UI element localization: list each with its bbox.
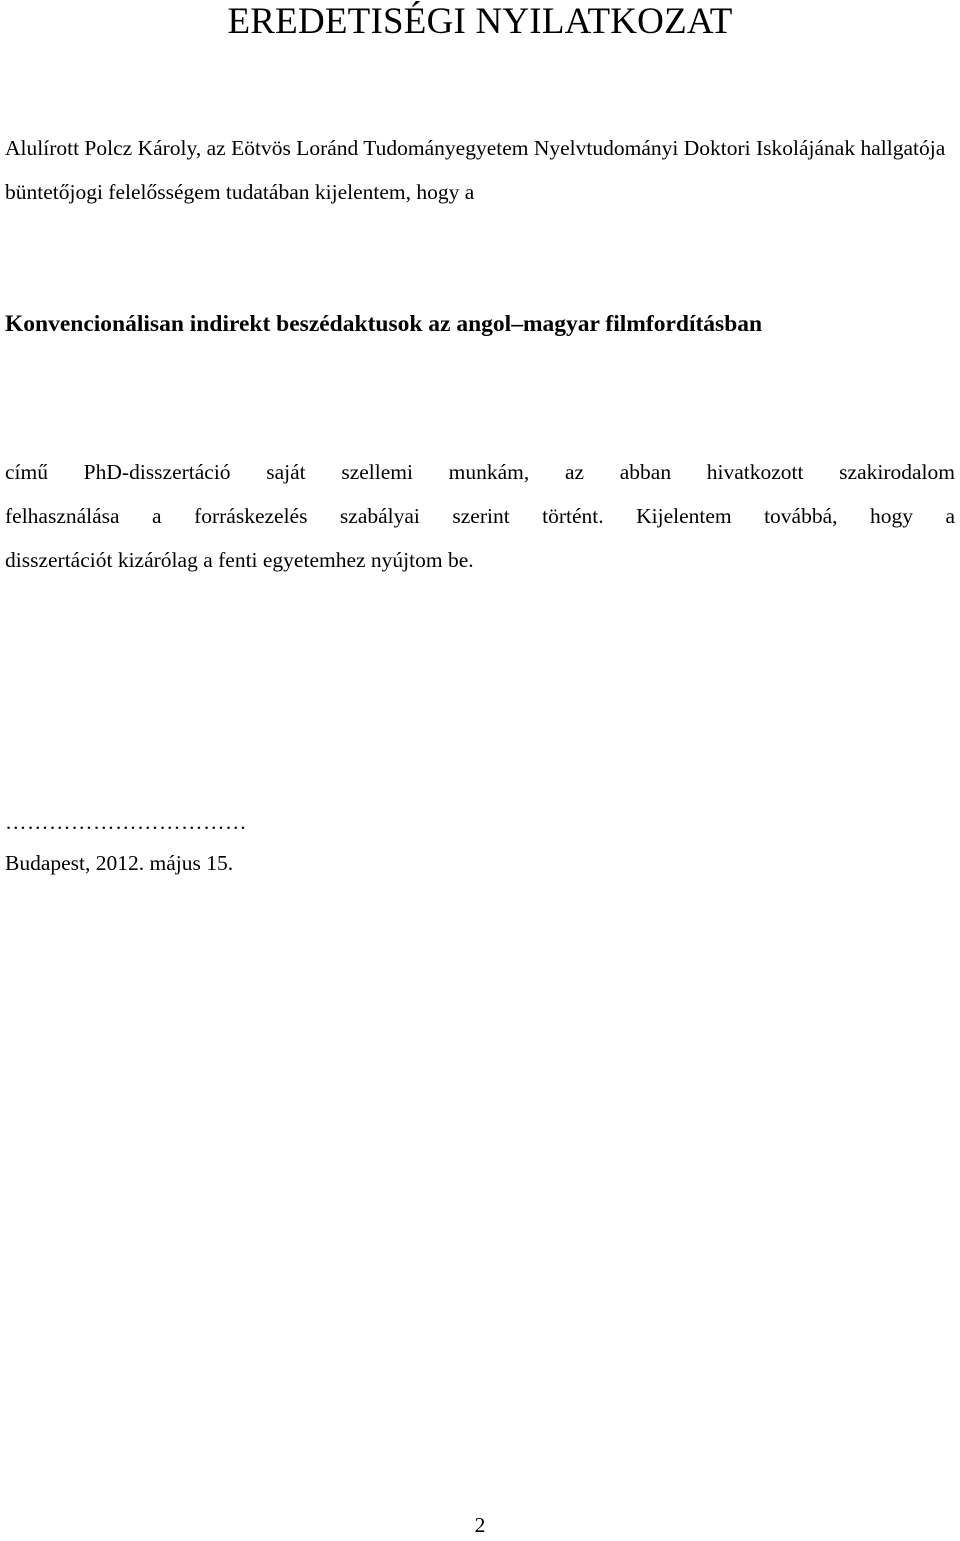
page-title: EREDETISÉGI NYILATKOZAT <box>227 1 733 42</box>
declaration-line: felhasználása a forráskezelés szabályai szerint történt. Kijelentem továbbá, hogy a <box>5 504 955 528</box>
declaration-line: című PhD-disszertáció saját szellemi munkám, az abban hivatkozott szakirodalom <box>5 460 955 484</box>
place-and-date: Budapest, 2012. május 15. <box>5 851 234 875</box>
declaration-paragraph <box>5 450 955 582</box>
thesis-title: Konvencionálisan indirekt beszédaktusok az angol–magyar filmfordításban <box>5 311 763 337</box>
signature-line: …………………………… <box>5 810 247 834</box>
intro-paragraph: Alulírott Polcz Károly, az Eötvös Loránd Tudományegyetem Nyelvtudományi Doktori Iskolájának hallgatója büntetőjogi felelősségem tudatában kijelentem, hogy a <box>5 136 946 204</box>
declaration-line: disszertációt kizárólag a fenti egyetemhez nyújtom be. <box>5 548 474 572</box>
page-number: 2 <box>474 1513 486 1537</box>
